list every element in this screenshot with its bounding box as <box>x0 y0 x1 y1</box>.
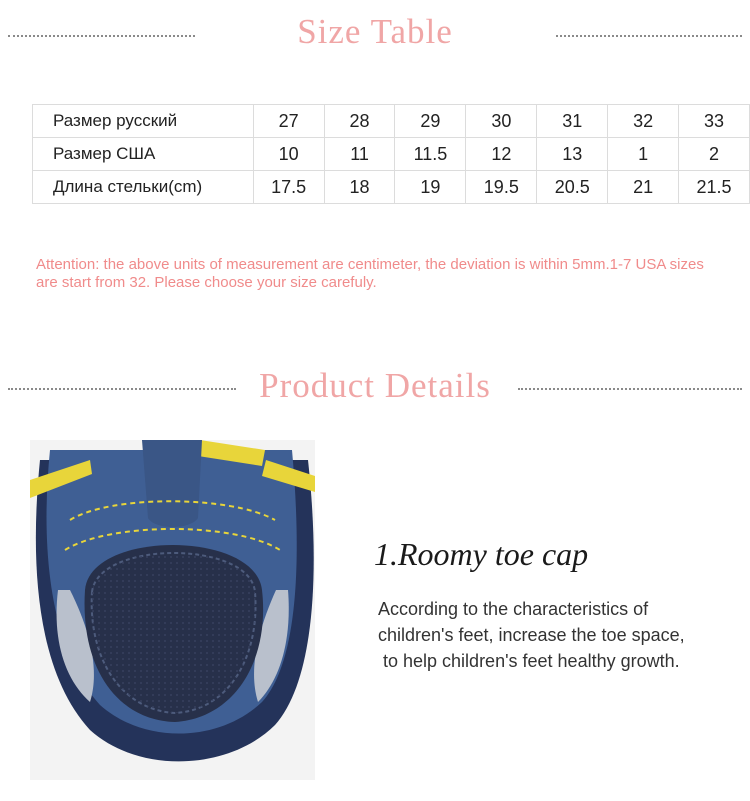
table-cell: 19 <box>395 171 466 204</box>
measurement-note: Attention: the above units of measurement are centimeter, the deviation is within 5mm.1-7 USA sizes are start from 32. Please choose your size carefuly. <box>36 256 704 291</box>
table-cell: 27 <box>253 105 324 138</box>
table-cell: 21 <box>608 171 679 204</box>
table-cell: 2 <box>679 138 750 171</box>
table-row <box>33 105 750 138</box>
feature-line: According to the characteristics of <box>378 599 649 619</box>
feature-title: 1.Roomy toe cap <box>374 536 589 572</box>
table-cell: 29 <box>395 105 466 138</box>
row-label: Размер русский <box>33 105 254 138</box>
table-cell: 18 <box>324 171 395 204</box>
table-cell: 31 <box>537 105 608 138</box>
title-divider-right <box>518 388 742 390</box>
table-cell: 33 <box>679 105 750 138</box>
table-cell: 20.5 <box>537 171 608 204</box>
feature-line: children's feet, increase the toe space, <box>378 625 685 645</box>
shoe-toe-photo <box>30 440 315 780</box>
table-cell: 10 <box>253 138 324 171</box>
feature-line: to help children's feet healthy growth. <box>378 651 680 671</box>
table-cell: 32 <box>608 105 679 138</box>
title-divider-right <box>556 35 742 37</box>
table-cell: 17.5 <box>253 171 324 204</box>
table-cell: 19.5 <box>466 171 537 204</box>
size-table-title: Size Table <box>297 12 453 51</box>
table-row <box>33 171 750 204</box>
table-cell: 30 <box>466 105 537 138</box>
row-label: Размер США <box>33 138 254 171</box>
row-label: Длина стельки(cm) <box>33 171 254 204</box>
table-row <box>33 138 750 171</box>
table-cell: 12 <box>466 138 537 171</box>
feature-description <box>378 596 685 674</box>
table-cell: 11 <box>324 138 395 171</box>
table-cell: 21.5 <box>679 171 750 204</box>
table-cell: 1 <box>608 138 679 171</box>
product-details-title: Product Details <box>259 366 491 405</box>
shoe-illustration <box>30 440 315 780</box>
table-cell: 11.5 <box>395 138 466 171</box>
table-cell: 13 <box>537 138 608 171</box>
table-cell: 28 <box>324 105 395 138</box>
size-table <box>32 104 750 204</box>
